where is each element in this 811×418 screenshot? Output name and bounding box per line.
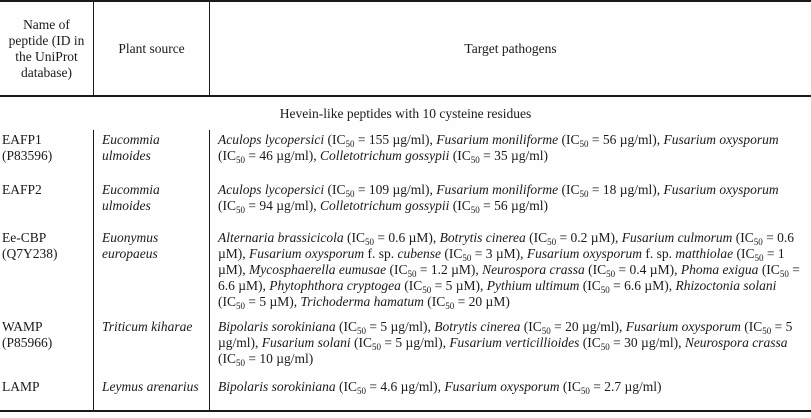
pathogen-entry: Phoma exigua ($IC_{50} = 6.6$ µM) xyxy=(218,262,800,293)
pathogen-species: Aculops lycopersici xyxy=(218,132,325,147)
plant-source-cell: Eucommia ulmoides xyxy=(93,130,209,180)
pathogen-entry: Neurospora crassa ($IC_{50} = 10$ µg/ml) xyxy=(218,335,788,368)
pathogen-species: Colletotrichum gossypii xyxy=(320,148,450,163)
pathogen-entry: Neurospora crassa ($IC_{50} = 0.4$ µM) xyxy=(482,262,675,279)
section-title: Hevein-like peptides with 10 cysteine residues xyxy=(279,105,532,121)
table-row xyxy=(0,317,811,377)
pathogen-species: Fusarium oxysporum f. sp. matthiolae xyxy=(526,246,734,261)
pathogen-entry: Fusarium oxysporum f. sp. matthiolae ($IC_{50} = 1$ µM) xyxy=(218,246,785,277)
pathogen-species: Botrytis cinerea xyxy=(434,319,521,334)
pathogen-species: Neurospora crassa xyxy=(482,262,585,277)
plant-source-cell: Triticum kiharae xyxy=(93,317,209,377)
table-body xyxy=(0,130,811,412)
pathogens-cell: Bipolaris sorokiniana ($IC_{50} = 5$ µg/ml), Botrytis cinerea ($IC_{50} = 20$ µg/ml), Fusarium oxysporum ($IC_{50} = 5$ µg/ml), Fusarium solani ($IC_{50} = 5$ µg/ml), Fusarium verticillioides ($IC_{50} = 30$ µg/ml), Neurospora crassa ($IC_{50} = 10$ µg/ml) xyxy=(209,317,811,377)
pathogen-species: Botrytis cinerea xyxy=(439,230,526,245)
table-row xyxy=(0,130,811,180)
peptide-name-cell xyxy=(0,180,93,228)
pathogen-entry: Fusarium culmorum ($IC_{50} = 0.6$ µM) xyxy=(218,230,795,261)
uniprot-id: (Q7Y238) xyxy=(2,246,58,261)
pathogens-cell: Aculops lycopersici ($IC_{50} = 109$ µg/ml), Fusarium moniliforme ($IC_{50} = 18$ µg/ml), Fusarium oxysporum ($IC_{50} = 94$ µg/ml), Colletotrichum gossypii ($IC_{50} = 56$ µg/ml) xyxy=(209,180,811,228)
pathogen-entry: Bipolaris sorokiniana ($IC_{50} = 4.6$ µg/ml) xyxy=(218,379,438,396)
pathogen-entry: Fusarium verticillioides ($IC_{50} = 30$ µg/ml) xyxy=(449,335,679,352)
pathogen-entry: Aculops lycopersici ($IC_{50} = 109$ µg/ml) xyxy=(218,182,430,199)
pathogen-species: Aculops lycopersici xyxy=(218,182,325,197)
pathogen-entry: Colletotrichum gossypii ($IC_{50} = 56$ µg/ml) xyxy=(320,198,549,215)
pathogen-species: Fusarium oxysporum f. sp. cubense xyxy=(249,246,442,261)
pathogen-entry: Fusarium solani ($IC_{50} = 5$ µg/ml) xyxy=(261,335,443,352)
table-row xyxy=(0,377,811,410)
pathogen-entry: Botrytis cinerea ($IC_{50} = 0.2$ µM) xyxy=(439,230,616,247)
peptide-name: WAMP xyxy=(2,319,43,334)
pathogen-species: Fusarium oxysporum xyxy=(663,132,779,147)
pathogen-species: Phoma exigua xyxy=(680,262,759,277)
peptide-name-cell xyxy=(0,317,93,377)
plant-source-cell: Euonymus europaeus xyxy=(93,228,209,317)
peptide-name-cell xyxy=(0,377,93,410)
pathogen-species: Trichoderma hamatum xyxy=(300,294,424,309)
pathogen-entry: Colletotrichum gossypii ($IC_{50} = 35$ µg/ml) xyxy=(320,148,549,165)
pathogen-species: Fusarium moniliforme xyxy=(436,132,559,147)
pathogen-entry: Fusarium oxysporum ($IC_{50} = 5$ µg/ml) xyxy=(218,319,793,350)
pathogen-entry: Fusarium oxysporum ($IC_{50} = 2.7$ µg/ml) xyxy=(444,379,662,396)
uniprot-id: (P85966) xyxy=(2,335,53,350)
header-target-pathogens: Target pathogens xyxy=(209,2,811,95)
pathogen-species: Fusarium solani xyxy=(261,335,351,350)
pathogen-entry: Fusarium oxysporum ($IC_{50} = 94$ µg/ml) xyxy=(218,182,779,215)
peptide-name: LAMP xyxy=(2,379,40,394)
uniprot-id: (P83596) xyxy=(2,148,53,163)
pathogen-species: Neurospora crassa xyxy=(684,335,788,350)
pathogen-species: Fusarium verticillioides xyxy=(449,335,580,350)
pathogen-species: Rhizoctonia solani xyxy=(675,278,777,293)
table-header-row xyxy=(0,0,811,97)
table-row xyxy=(0,228,811,317)
pathogen-entry: Pythium ultimum ($IC_{50} = 6.6$ µM) xyxy=(486,278,669,295)
pathogen-species: Bipolaris sorokiniana xyxy=(218,319,336,334)
pathogen-species: Phytophthora cryptogea xyxy=(269,278,401,293)
pathogen-entry: Bipolaris sorokiniana ($IC_{50} = 5$ µg/ml) xyxy=(218,319,428,336)
peptide-name: Ee-CBP xyxy=(2,230,47,245)
pathogen-entry: Mycosphaerella eumusae ($IC_{50} = 1.2$ µM) xyxy=(249,262,476,279)
pathogen-entry: Botrytis cinerea ($IC_{50} = 20$ µg/ml) xyxy=(434,319,620,336)
pathogens-cell: Alternaria brassicicola ($IC_{50} = 0.6$ µM), Botrytis cinerea ($IC_{50} = 0.2$ µM), Fusarium culmorum ($IC_{50} = 0.6$ µM), Fusarium oxysporum f. sp. cubense ($IC_{50} = 3$ µM), Fusarium oxysporum f. sp. matthiolae ($IC_{50} = 1$ µM), Mycosphaerella eumusae ($IC_{50} = 1.2$ µM), Neurospora crassa ($IC_{50} = 0.4$ µM), Phoma exigua ($IC_{50} = 6.6$ µM), Phytophthora cryptogea ($IC_{50} = 5$ µM), Pythium ultimum ($IC_{50} = 6.6$ µM), Rhizoctonia solani ($IC_{50} = 5$ µM), Trichoderma hamatum ($IC_{50} = 20$ µM) xyxy=(209,228,811,317)
pathogen-entry: Fusarium moniliforme ($IC_{50} = 56$ µg/ml) xyxy=(436,132,657,149)
peptide-name: EAFP1 xyxy=(2,132,42,147)
pathogen-entry: Rhizoctonia solani ($IC_{50} = 5$ µM) xyxy=(218,278,777,311)
pathogen-species: Fusarium oxysporum xyxy=(625,319,741,334)
pathogen-species: Pythium ultimum xyxy=(486,278,580,293)
pathogen-entry: Fusarium moniliforme ($IC_{50} = 18$ µg/ml) xyxy=(436,182,657,199)
pathogen-species: Mycosphaerella eumusae xyxy=(249,262,387,277)
table-row xyxy=(0,180,811,228)
pathogen-species: Fusarium oxysporum xyxy=(444,379,560,394)
peptide-name-cell xyxy=(0,228,93,317)
plant-source-cell: Leymus arenarius xyxy=(93,377,209,410)
pathogen-entry: Fusarium oxysporum f. sp. cubense ($IC_{50} = 3$ µM) xyxy=(249,246,521,263)
pathogen-entry: Fusarium oxysporum ($IC_{50} = 46$ µg/ml) xyxy=(218,132,779,165)
pathogen-species: Bipolaris sorokiniana xyxy=(218,379,336,394)
pathogen-entry: Phytophthora cryptogea ($IC_{50} = 5$ µM) xyxy=(269,278,481,295)
header-peptide-name: Name of peptide (ID in the UniProt database) xyxy=(8,16,85,80)
pathogens-cell: Aculops lycopersici ($IC_{50} = 155$ µg/ml), Fusarium moniliforme ($IC_{50} = 56$ µg/ml), Fusarium oxysporum ($IC_{50} = 46$ µg/ml), Colletotrichum gossypii ($IC_{50} = 35$ µg/ml) xyxy=(209,130,811,180)
peptide-name-cell xyxy=(0,130,93,180)
pathogen-species: Fusarium moniliforme xyxy=(436,182,559,197)
plant-source-cell: Eucommia ulmoides xyxy=(93,180,209,228)
peptide-name: EAFP2 xyxy=(2,182,42,197)
pathogen-entry: Aculops lycopersici ($IC_{50} = 155$ µg/ml) xyxy=(218,132,430,149)
pathogens-cell: Bipolaris sorokiniana ($IC_{50} = 4.6$ µg/ml), Fusarium oxysporum ($IC_{50} = 2.7$ µg/ml) xyxy=(209,377,811,410)
pathogen-species: Colletotrichum gossypii xyxy=(320,198,450,213)
pathogen-species: Fusarium oxysporum xyxy=(663,182,779,197)
pathogen-species: Alternaria brassicicola xyxy=(218,230,344,245)
pathogen-entry: Alternaria brassicicola ($IC_{50} = 0.6$ µM) xyxy=(218,230,433,247)
pathogen-entry: Trichoderma hamatum ($IC_{50} = 20$ µM) xyxy=(300,294,510,311)
header-plant-source: Plant source xyxy=(93,2,209,95)
pathogen-species: Fusarium culmorum xyxy=(621,230,733,245)
